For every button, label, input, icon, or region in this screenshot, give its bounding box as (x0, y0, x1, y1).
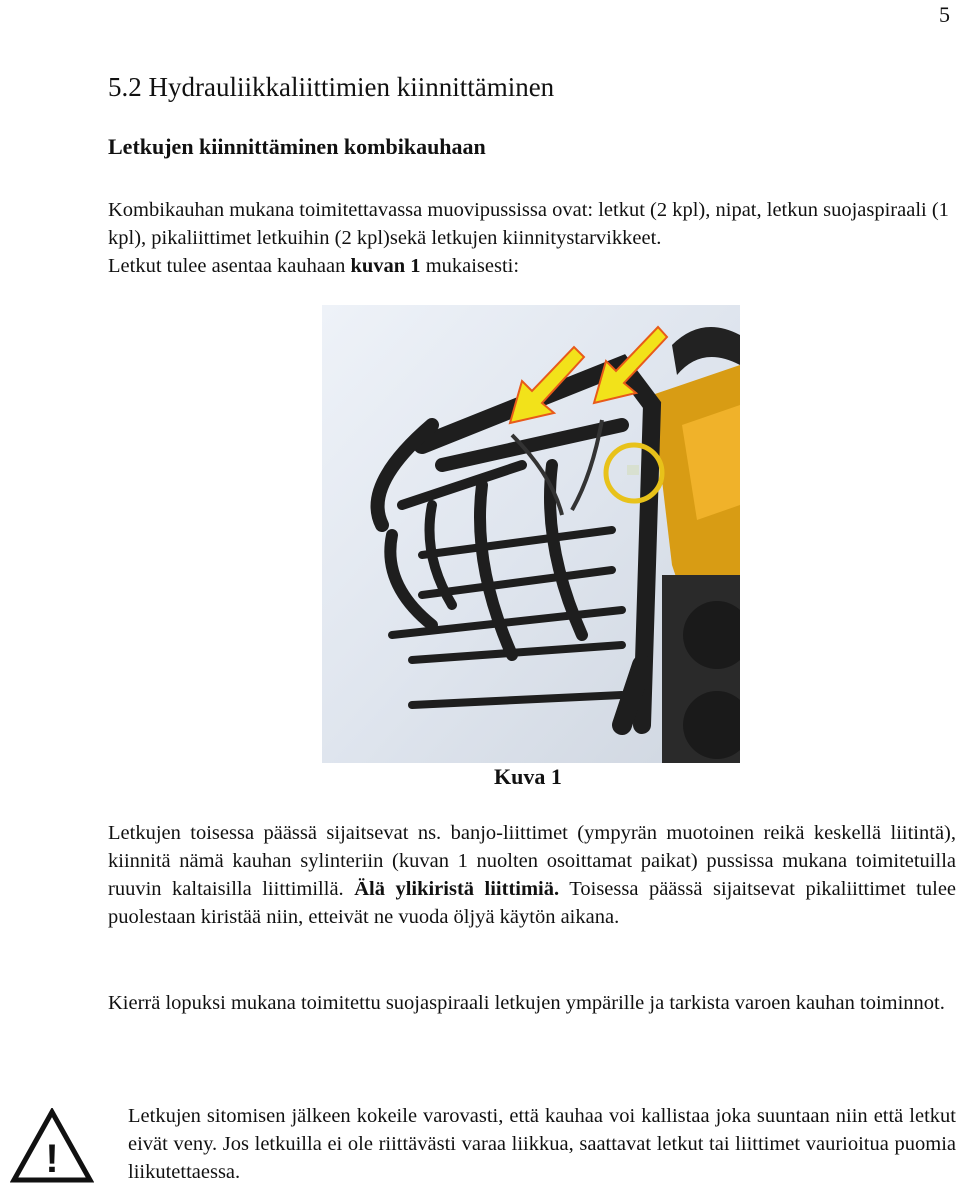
intro-paragraph (108, 196, 956, 280)
warning-triangle-icon (10, 1108, 94, 1184)
intro-line2-end: mukaisesti: (420, 255, 520, 277)
warning-text: Letkujen sitomisen jälkeen kokeile varovasti, että kauhaa voi kallistaa joka suuntaan niin että letkut eivät veny. Jos letkuilla ei ole riittävästi varaa liikkua, saattavat letkut tai liittimet vaurioitua puomia liikutettaessa. (128, 1105, 956, 1183)
installation-text: Letkujen toisessa päässä sijaitsevat ns. banjo-liittimet (ympyrän muotoinen reikä keskellä liitintä), kiinnitä nämä kauhan sylinteriin (kuvan 1 nuolten osoittamat paikat) pussissa mukana toimitetuilla ruuvin kaltaisilla liittimillä. (108, 822, 956, 900)
page-number: 5 (939, 2, 950, 27)
subsection-title: Letkujen kiinnittäminen kombikauhaan (108, 134, 486, 159)
intro-figure-reference: kuvan 1 (350, 255, 421, 277)
warning-symbol: ! (45, 1137, 59, 1181)
intro-text: Kombikauhan mukana toimitettavassa muovipussissa ovat: letkut (2 kpl), nipat, letkun suojaspiraali (1 kpl), pikaliittimet letkuihin (2 kpl)sekä letkujen kiinnitystarvikkeet. (108, 199, 949, 249)
figure-caption: Kuva 1 (494, 764, 562, 789)
installation-text-end: Toisessa päässä sijaitsevat pikaliittimet tulee puolestaan kiristää niin, etteivät ne vuoda öljyä käytön aikana. (108, 878, 957, 928)
intro-line2-start: Letkut tulee asentaa kauhaan (108, 255, 351, 277)
bucket-photo (322, 305, 740, 763)
final-paragraph: Kierrä lopuksi mukana toimitettu suojaspiraali letkujen ympärille ja tarkista varoen kauhan toiminnot. (108, 992, 945, 1014)
tightening-warning: Älä ylikiristä liittimiä. (354, 878, 560, 900)
section-title: 5.2 Hydrauliikkaliittimien kiinnittäminen (108, 72, 555, 102)
installation-paragraph (108, 819, 956, 931)
